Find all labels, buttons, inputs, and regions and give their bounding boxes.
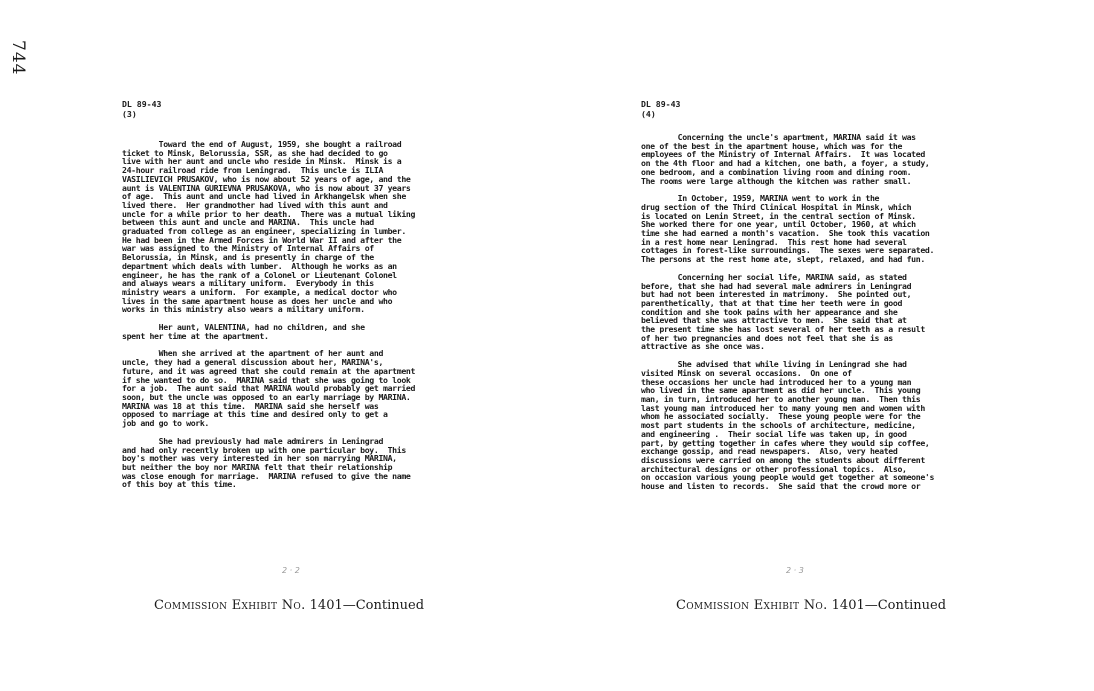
paragraph	[641, 133, 1021, 185]
caption-prefix: Commission Exhibit No.	[676, 598, 828, 613]
text-line: employees of the Ministry of Internal Affairs. It was located	[641, 149, 925, 160]
right-page	[641, 0, 1021, 691]
paragraph	[641, 194, 1021, 264]
text-line: ticket to Minsk, Belorussia, SSR, as she had decided to go	[122, 147, 388, 158]
text-line: attractive as she once was.	[641, 341, 765, 352]
text-line: Toward the end of August, 1959, she bought a railroad	[122, 139, 402, 149]
text-line: the present time she has lost several of her teeth as a result	[641, 324, 925, 335]
text-line: VASILIEVICH PRUSAKOV, who is now about 52 years of age, and the	[122, 173, 411, 184]
text-line: ministry wears a uniform. For example, a medical doctor who	[122, 286, 397, 297]
text-line: believed that she was attractive to men. She said that at	[641, 315, 907, 326]
text-line: She had previously had male admirers in Leningrad	[122, 435, 384, 446]
text-line: Concerning the uncle's apartment, MARINA said it was	[641, 132, 916, 142]
paragraph	[122, 323, 482, 340]
text-line: and always wears a military uniform. Everybody in this	[122, 278, 374, 289]
text-line: and had only recently broken up with one particular boy. This	[122, 444, 406, 455]
text-line: 24-hour railroad ride from Leningrad. This uncle is ILIA	[122, 165, 384, 176]
text-line: time she had earned a month's vacation. She took this vacation	[641, 228, 930, 239]
exhibit-caption	[154, 598, 424, 613]
caption-prefix: Commission Exhibit No.	[154, 598, 306, 613]
text-line: boy's mother was very interested in her son marrying MARINA,	[122, 453, 397, 464]
text-line: whom he associated socially. These young people were for the	[641, 411, 921, 422]
file-header	[641, 100, 680, 119]
text-line: last young man introduced her to many young men and women with	[641, 402, 925, 413]
text-line: In October, 1959, MARINA went to work in the	[641, 193, 880, 204]
text-line: of this boy at this time.	[122, 479, 237, 490]
text-line: if she wanted to do so. MARINA said that she was going to look	[122, 374, 411, 385]
text-line: aunt is VALENTINA GURIEVNA PRUSAKOVA, who is now about 37 years	[122, 182, 411, 193]
text-line: was close enough for marriage. MARINA refused to give the name	[122, 470, 411, 481]
text-line: She advised that while living in Leningrad she had	[641, 359, 907, 370]
bottom-mark: 2 · 3	[786, 566, 804, 575]
text-line: between this aunt and uncle and MARINA. This uncle had	[122, 217, 374, 228]
text-line: spent her time at the apartment.	[122, 330, 269, 341]
text-line: The persons at the rest home ate, slept, relaxed, and had fun.	[641, 254, 925, 265]
text-line: these occasions her uncle had introduced her to a young man	[641, 376, 912, 387]
file-number: DL 89-43	[641, 99, 681, 109]
text-line: works in this ministry also wears a military uniform.	[122, 304, 365, 315]
page-reference: (4)	[641, 108, 656, 119]
text-line: job and go to work.	[122, 418, 210, 429]
text-line: on occasion various young people would get together at someone's	[641, 472, 935, 483]
text-line: one bedroom, and a combination living room and dining room.	[641, 166, 912, 177]
text-line: When she arrived at the apartment of her aunt and	[122, 348, 384, 359]
text-line: but neither the boy nor MARINA felt that their relationship	[122, 461, 393, 472]
text-line: for a job. The aunt said that MARINA would probably get married	[122, 383, 416, 394]
text-line: condition and she took pains with her appearance and she	[641, 306, 898, 317]
text-line: lives in the same apartment house as does her uncle and who	[122, 295, 393, 306]
file-header	[122, 100, 161, 119]
paragraph	[122, 349, 482, 427]
text-line: Concerning her social life, MARINA said, as stated	[641, 271, 907, 282]
text-line: in a rest home near Leningrad. This rest home had several	[641, 236, 907, 247]
text-line: exchange gossip, and read newspapers. Also, very heated	[641, 446, 898, 457]
caption-suffix: —Continued	[864, 598, 947, 613]
bottom-mark: 2 · 2	[282, 566, 300, 575]
text-line: uncle, they had a general discussion about her, MARINA's,	[122, 357, 384, 368]
caption-number: 1401	[305, 598, 343, 613]
file-number: DL 89-43	[122, 99, 162, 109]
text-line: department which deals with lumber. Although he works as an	[122, 260, 397, 271]
paragraph	[122, 140, 482, 314]
paragraph	[641, 273, 1021, 351]
text-line: architectural designs or other professional topics. Also,	[641, 463, 907, 474]
text-line: and engineering . Their social life was taken up, in good	[641, 428, 907, 439]
text-line: part, by getting together in cafes where they would sip coffee,	[641, 437, 930, 448]
text-line: cottages in forest-like surroundings. The sexes were separated.	[641, 245, 935, 256]
text-line: drug section of the Third Clinical Hospital in Minsk, which	[641, 201, 912, 212]
caption-suffix: —Continued	[342, 598, 425, 613]
text-line: The rooms were large although the kitchen was rather small.	[641, 175, 912, 186]
text-line: house and listen to records. She said that the crowd more or	[641, 481, 921, 492]
text-line: who lived in the same apartment as did her uncle. This young	[641, 385, 921, 396]
text-line: discussions were carried on among the students about different	[641, 454, 925, 465]
text-line: of age. This aunt and uncle had lived in Arkhangelsk when she	[122, 191, 406, 202]
body-text	[641, 133, 1021, 500]
caption-number: 1401	[827, 598, 865, 613]
text-line: most part students in the schools of architecture, medicine,	[641, 420, 916, 431]
text-line: of her two pregnancies and does not feel that she is as	[641, 332, 893, 343]
text-line: visited Minsk on several occasions. On one of	[641, 367, 852, 378]
text-line: engineer, he has the rank of a Colonel or Lieutenant Colonel	[122, 269, 397, 280]
text-line: live with her aunt and uncle who reside in Minsk. Minsk is a	[122, 156, 402, 167]
text-line: graduated from college as an engineer, specializing in lumber.	[122, 226, 406, 237]
text-line: is located on Lenin Street, in the central section of Minsk.	[641, 210, 916, 221]
text-line: uncle for a while prior to her death. There was a mutual liking	[122, 208, 416, 219]
text-line: one of the best in the apartment house, which was for the	[641, 140, 903, 151]
text-line: soon, but the uncle was opposed to an early marriage by MARINA.	[122, 391, 411, 402]
text-line: on the 4th floor and had a kitchen, one bath, a foyer, a study,	[641, 158, 930, 169]
paragraph	[641, 360, 1021, 491]
text-line: He had been in the Armed Forces in World War II and after the	[122, 234, 402, 245]
text-line: before, that she had had several male admirers in Leningrad	[641, 280, 912, 291]
exhibit-caption	[676, 598, 946, 613]
text-line: man, in turn, introduced her to another young man. Then this	[641, 393, 921, 404]
text-line: MARINA was 18 at this time. MARINA said she herself was	[122, 400, 379, 411]
text-line: parenthetically, that at that time her teeth were in good	[641, 297, 903, 308]
text-line: opposed to marriage at this time and desired only to get a	[122, 409, 388, 420]
text-line: future, and it was agreed that she could remain at the apartment	[122, 365, 416, 376]
body-text	[122, 140, 482, 498]
paragraph	[122, 437, 482, 489]
text-line: Her aunt, VALENTINA, had no children, and she	[122, 322, 365, 333]
page-reference: (3)	[122, 108, 137, 119]
text-line: Belorussia, in Minsk, and is presently in charge of the	[122, 252, 374, 263]
text-line: but had not been interested in matrimony. She pointed out,	[641, 289, 912, 300]
text-line: war was assigned to the Ministry of Internal Affairs of	[122, 243, 374, 254]
left-page	[122, 0, 482, 691]
text-line: lived there. Her grandmother had lived with this aunt and	[122, 199, 388, 210]
page-number: 744	[8, 40, 28, 76]
text-line: She worked there for one year, until October, 1960, at which	[641, 219, 916, 230]
